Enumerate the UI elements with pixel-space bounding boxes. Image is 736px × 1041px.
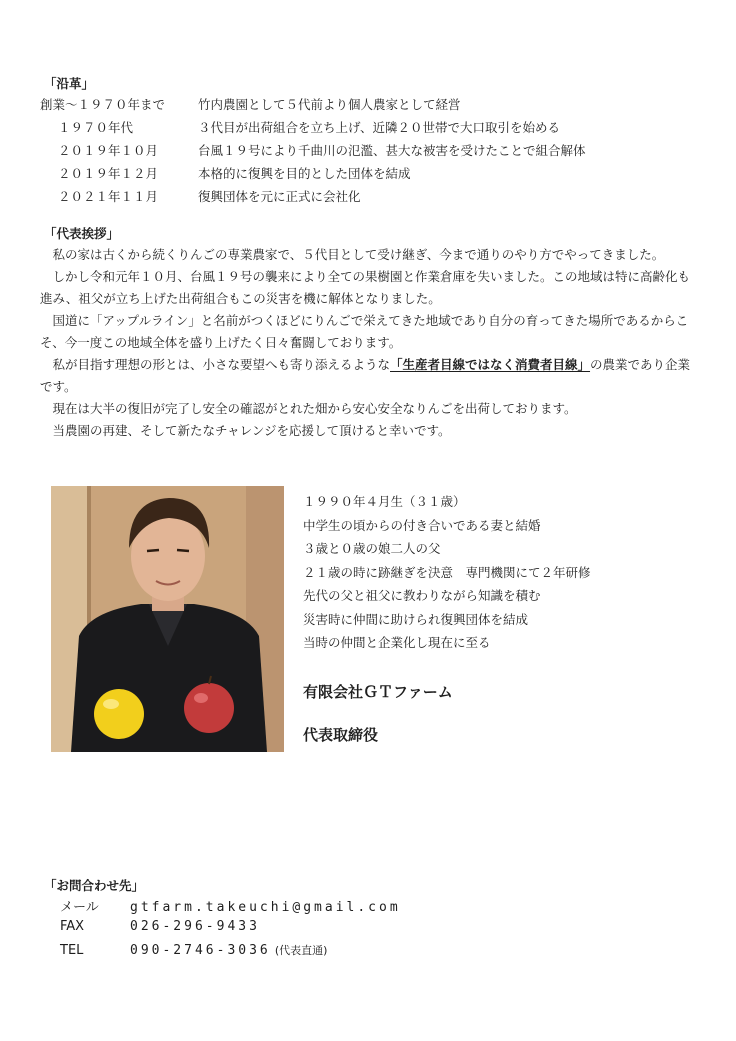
greeting-paragraph: 国道に「アップルライン」と名前がつくほどにりんごで栄えてきた地域であり自分の育ってきた場所であるからこそ、今一度この地域全体を盛り上げたく日々奮闘しております。 — [40, 313, 689, 350]
greeting-title: 「代表挨拶」 — [44, 226, 120, 241]
greeting-emphasis: 「生産者目線ではなく消費者目線」 — [390, 357, 591, 372]
tel-note: (代表直通) — [274, 944, 328, 957]
profile-line: 当時の仲間と企業化し現在に至る — [303, 635, 491, 650]
history-row — [58, 164, 698, 182]
contact-mail-row — [60, 896, 401, 915]
company-name: 有限会社ＧＴファーム — [303, 683, 453, 701]
history-date: 創業～１９７０年まで — [40, 97, 166, 112]
history-text: 本格的に復興を目的とした団体を結成 — [198, 166, 411, 181]
greeting-paragraph: しかし令和元年１０月、台風１９号の襲来により全ての果樹園と作業倉庫を失いました。この地域は特に高齢化も進み、祖父が立ち上げた出荷組合もこの災害を機に解体となりました。 — [40, 269, 691, 306]
profile-line: 先代の父と祖父に教わりながら知識を積む — [303, 588, 541, 603]
profile-line: 災害時に仲間に助けられ復興団体を結成 — [303, 611, 529, 627]
contact-tel-row — [60, 942, 327, 958]
profile-list — [303, 490, 591, 655]
history-date: ２０１９年１２月 — [58, 166, 159, 181]
tel-label: TEL — [60, 943, 84, 958]
greeting-paragraph: 現在は大半の復旧が完了し安全の確認がとれた畑から安心安全なりんごを出荷しております。 — [52, 401, 577, 416]
greeting-text: 私が目指す理想の形とは、小さな要望へも寄り添えるような — [52, 357, 391, 372]
mail-address[interactable]: gtfarm.takeuchi@gmail.com — [130, 900, 401, 915]
greeting-paragraph — [40, 354, 700, 398]
greeting-body — [40, 244, 700, 442]
contact-fax-row — [60, 919, 260, 934]
tel-number[interactable]: 090-2746-3036 — [130, 943, 271, 958]
history-date: １９７０年代 — [58, 120, 134, 135]
history-text: 竹内農園として５代前より個人農家として経営 — [198, 97, 461, 112]
history-row — [58, 141, 698, 159]
history-row — [58, 187, 698, 205]
fax-label: FAX — [60, 919, 85, 934]
history-text: 台風１９号により千曲川の氾濫、甚大な被害を受けたことで組合解体 — [198, 143, 586, 158]
greeting-paragraph: 当農園の再建、そして新たなチャレンジを応援して頂けると幸いです。 — [52, 423, 451, 438]
contact-title: 「お問合わせ先」 — [44, 878, 145, 893]
history-date: ２０２１年１１月 — [58, 189, 159, 204]
history-date: ２０１９年１０月 — [58, 143, 159, 158]
profile-line: ３歳と０歳の娘二人の父 — [303, 541, 441, 556]
history-text: 復興団体を元に正式に会社化 — [198, 189, 361, 204]
history-text: ３代目が出荷組合を立ち上げ、近隣２０世帯で大口取引を始める — [198, 120, 561, 135]
greeting-paragraph: 私の家は古くから続くりんごの専業農家で、５代目として受け継ぎ、今まで通りのやり方でやってきました。 — [52, 247, 665, 262]
history-row — [40, 95, 700, 113]
history-row — [58, 118, 698, 136]
profile-line: 中学生の頃からの付き合いである妻と結婚 — [303, 517, 541, 533]
profile-line: １９９０年４月生（３１歳） — [303, 494, 466, 509]
representative-role: 代表取締役 — [303, 726, 379, 744]
greeting-text: の農業であり企業です。 — [40, 357, 691, 394]
history-title: 「沿革」 — [44, 76, 95, 91]
fax-number: 026-296-9433 — [130, 919, 260, 934]
profile-line: ２１歳の時に跡継ぎを決意 専門機関にて２年研修 — [303, 564, 591, 580]
representative-photo — [51, 486, 284, 752]
mail-label: メール — [60, 900, 99, 915]
